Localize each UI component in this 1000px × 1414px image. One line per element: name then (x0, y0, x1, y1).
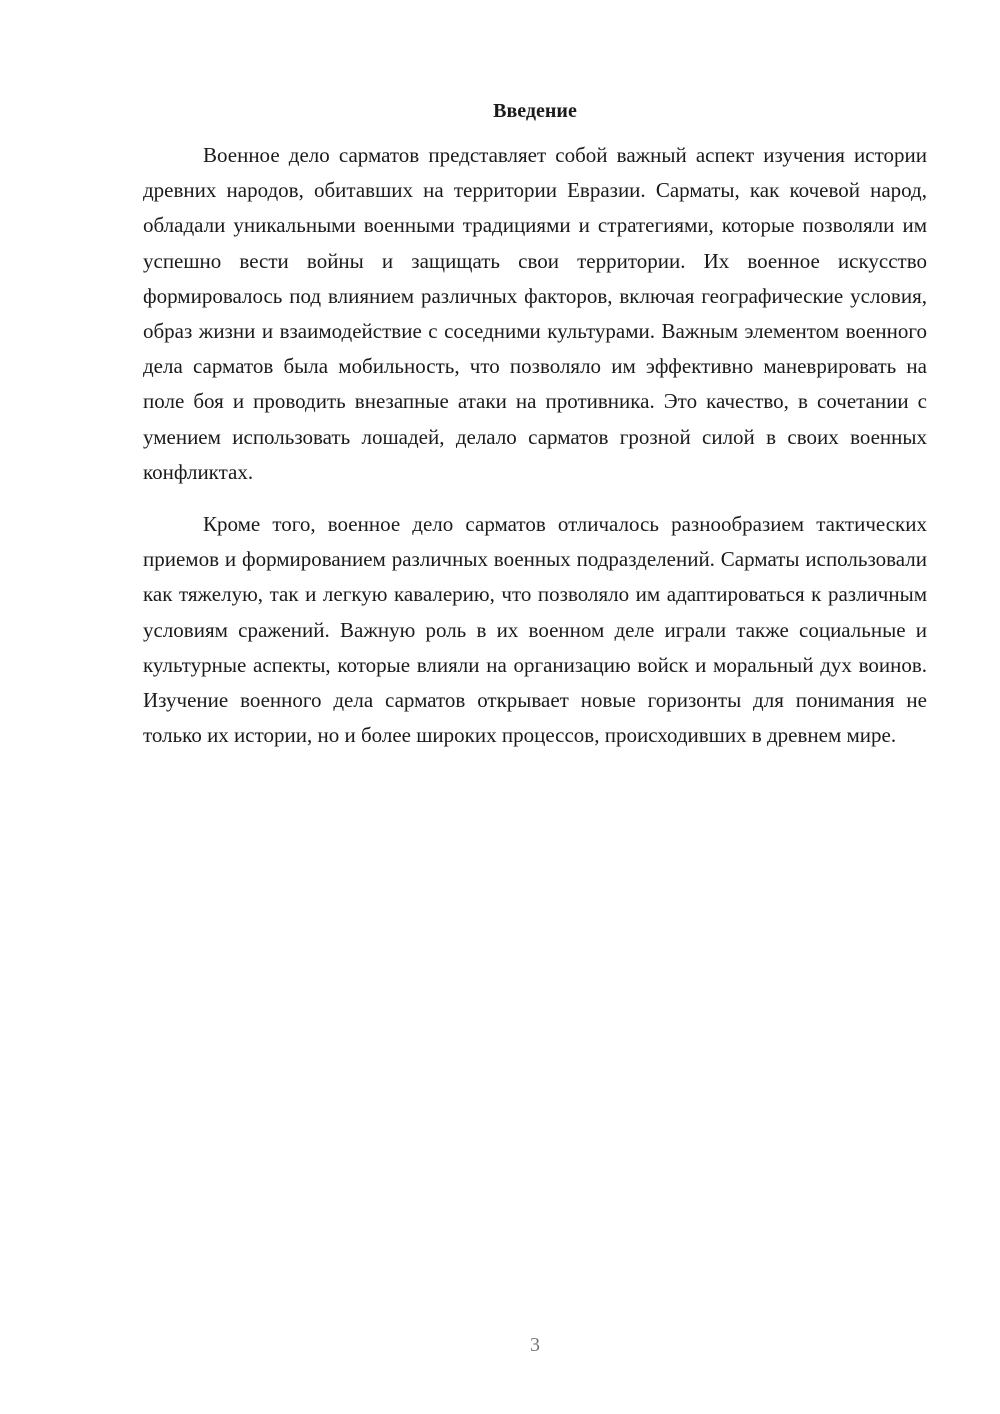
paragraph-2: Кроме того, военное дело сарматов отличалось разнообразием тактических приемов и формированием различных военных подразделений. Сарматы использовали как тяжелую, так и легкую кавалерию, что позволяло им адаптироваться к различным условиям сражений. Важную роль в их военном деле играли также социальные и культурные аспекты, которые влияли на организацию войск и моральный дух воинов. Изучение военного дела сарматов открывает новые горизонты для понимания не только их истории, но и более широких процессов, происходивших в древнем мире. (143, 512, 927, 748)
paragraph-1: Военное дело сарматов представляет собой важный аспект изучения истории древних народов, обитавших на территории Евразии. Сарматы, как кочевой народ, обладали уникальными военными традициями и стратегиями, которые позволяли им успешно вести войны и защищать свои территории. Их военное искусство формировалось под влиянием различных факторов, включая географические условия, образ жизни и взаимодействие с соседними культурами. Важным элементом военного дела сарматов была мобильность, что позволяло им эффективно маневрировать на поле боя и проводить внезапные атаки на противника. Это качество, в сочетании с умением использовать лошадей, делало сарматов грозной силой в своих военных конфликтах. (143, 143, 927, 484)
page-content (143, 96, 927, 753)
section-heading: Введение (493, 100, 577, 122)
page-number: 3 (530, 1334, 540, 1356)
